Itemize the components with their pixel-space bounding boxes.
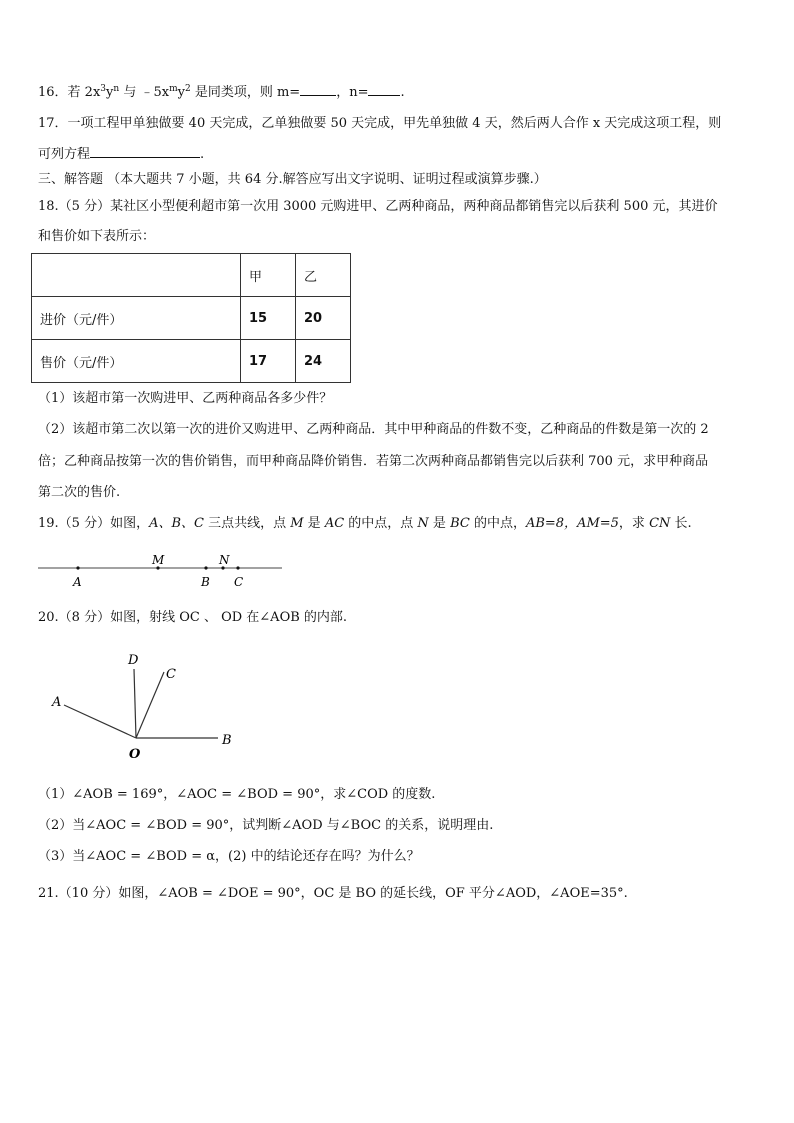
q19-math: A、B、C [149, 516, 204, 531]
section-heading: 三、解答题 （本大题共 7 小题，共 64 分.解答应写出文字说明、证明过程或演算步骤.） [38, 172, 547, 187]
answer-blank-m[interactable] [300, 95, 336, 96]
q16-part: 若 2x [67, 85, 101, 100]
q19-line-figure [0, 548, 320, 596]
q16-part: y [106, 85, 114, 100]
label-c: C [234, 575, 244, 589]
table-cell [32, 254, 241, 297]
q16-sup: n [113, 84, 120, 94]
label-b: B [201, 575, 210, 589]
q19-part: 三点共线，点 [203, 516, 291, 531]
q19-math: BC [450, 516, 470, 531]
q19-part: 长. [670, 516, 692, 531]
ray-od [134, 669, 136, 738]
q20-part1: （1）∠AOB = 169°，∠AOC = ∠BOD = 90°，求∠COD 的度数. [38, 787, 436, 802]
q20-part2: （2）当∠AOC = ∠BOD = 90°，试判断∠AOD 与∠BOC 的关系，说明理由. [38, 818, 494, 833]
label-c: C [166, 667, 176, 682]
q21-text: 21.（10 分）如图，∠AOB = ∠DOE = 90°，OC 是 BO 的延长线，OF 平分∠AOD，∠AOE=35°. [38, 886, 628, 901]
q16-part: ，n= [336, 85, 369, 100]
q19-part: 的中点，点 [344, 516, 418, 531]
point-c [236, 566, 239, 569]
q17-line2 [38, 147, 204, 163]
label-a: A [52, 695, 62, 710]
point-a [76, 566, 79, 569]
q20-title: 20.（8 分）如图，射线 OC 、 OD 在∠AOB 的内部. [38, 610, 348, 625]
q17-line1: 17．一项工程甲单独做要 40 天完成，乙单独做要 50 天完成，甲先单独做 4 天，然后两人合作 x 天完成这项工程，则 [38, 116, 722, 131]
q17-text: 可列方程 [38, 147, 91, 162]
q19-part: 是 [303, 516, 325, 531]
label-m: M [152, 553, 165, 567]
answer-blank-n[interactable] [368, 95, 400, 96]
q16-sup: 2 [184, 84, 191, 94]
table-row [32, 254, 351, 297]
q19-part: 是 [428, 516, 451, 531]
q16-sup: 3 [100, 84, 107, 94]
table-cell: 15 [241, 297, 296, 340]
label-b: B [222, 733, 232, 748]
q19-part: 的中点， [469, 516, 526, 531]
table-row [32, 340, 351, 383]
q19-math: AC [324, 516, 345, 531]
table-cell: 售价（元/件） [32, 340, 241, 383]
q16-part: y [177, 85, 185, 100]
q17-text: . [200, 147, 205, 162]
answer-blank-equation[interactable] [90, 157, 200, 158]
q19-math: M [290, 516, 304, 531]
ray-oa [64, 705, 136, 738]
point-b [204, 566, 207, 569]
price-table [31, 253, 351, 383]
q19-text [38, 516, 692, 532]
q16-number: 16． [38, 85, 68, 100]
q16-sup: m [169, 84, 178, 94]
q19-math: CN [649, 516, 671, 531]
table-cell: 24 [296, 340, 351, 383]
q20-angle-figure [40, 648, 250, 773]
table-cell: 甲 [241, 254, 296, 297]
table-cell: 17 [241, 340, 296, 383]
q18-part1: （1）该超市第一次购进甲、乙两种商品各多少件？ [38, 391, 333, 406]
q19-part: 19.（5 分）如图， [38, 516, 150, 531]
table-cell: 进价（元/件） [32, 297, 241, 340]
q18-line2: 和售价如下表所示： [38, 229, 156, 244]
q19-math: AB=8，AM=5 [525, 516, 619, 531]
q20-part3: （3）当∠AOC = ∠BOD = α，(2) 中的结论还存在吗？为什么？ [38, 849, 420, 864]
table-cell: 乙 [296, 254, 351, 297]
q16-part: 是同类项，则 m= [190, 85, 301, 100]
table-cell: 20 [296, 297, 351, 340]
q16-part: 与 ﹣5x [119, 85, 170, 100]
q18-line1: 18.（5 分）某社区小型便利超市第一次用 3000 元购进甲、乙两种商品，两种商品都销售完以后获利 500 元，其进价 [38, 199, 718, 214]
label-o: O [129, 747, 141, 762]
q16-text [38, 85, 405, 101]
q18-part2-line2: 倍；乙种商品按第一次的售价销售，而甲种商品降价销售．若第二次两种商品都销售完以后获利 700 元，求甲种商品 [38, 454, 709, 469]
q16-part: . [400, 85, 405, 100]
label-d: D [128, 653, 139, 668]
q18-part2-line1: （2）该超市第二次以第一次的进价又购进甲、乙两种商品．其中甲种商品的件数不变，乙种商品的件数是第一次的 2 [38, 422, 709, 437]
q18-part2-line3: 第二次的售价. [38, 485, 121, 500]
table-row [32, 297, 351, 340]
q19-math: N [417, 516, 429, 531]
ray-oc [136, 672, 164, 738]
label-n: N [219, 553, 230, 567]
q19-part: ，求 [618, 516, 650, 531]
label-a: A [73, 575, 82, 589]
